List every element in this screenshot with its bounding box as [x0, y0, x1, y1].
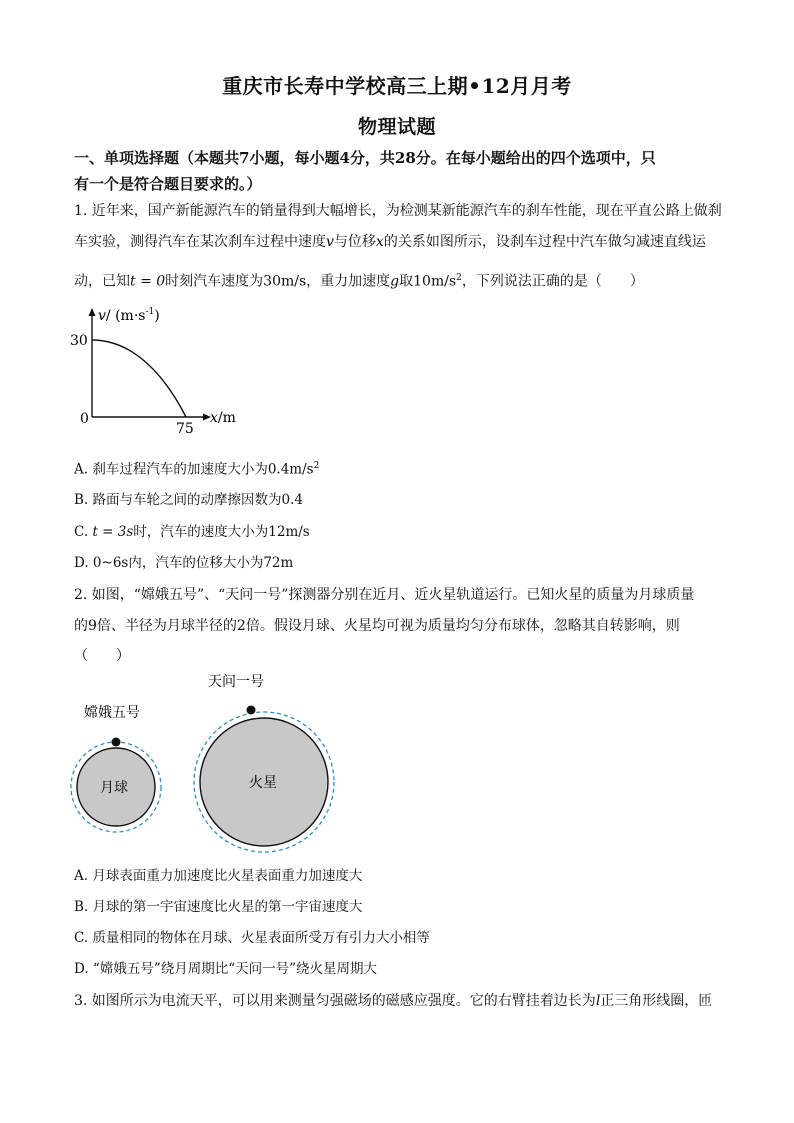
- option-exponent: 2: [313, 461, 320, 471]
- q1-option-b[interactable]: B. 路面与车轮之间的动摩擦因数为0.4: [74, 492, 303, 508]
- probe-tianwen-1-label: 天问一号: [208, 674, 264, 690]
- q2-option-d[interactable]: D. “嫦娥五号”绕月周期比“天问一号”绕火星周期大: [74, 961, 378, 977]
- origin-label: 0: [80, 411, 89, 427]
- y-axis-arrow: [89, 308, 96, 316]
- section-heading-line2: 有一个是符合题目要求的。）: [74, 175, 262, 193]
- var-t: t = 3s: [92, 524, 134, 540]
- q1-option-d[interactable]: D. 0~6s内，汽车的位移大小为72m: [74, 555, 294, 571]
- option-text: 时，汽车的速度大小为12m/s: [133, 524, 310, 540]
- q2-orbit-figure: [60, 668, 380, 858]
- q2-option-c[interactable]: C. 质量相同的物体在月球、火星表面所受万有引力大小相等: [74, 930, 430, 946]
- q1-line2: [74, 232, 724, 252]
- q1-option-c[interactable]: [74, 522, 310, 542]
- q3-line1: [74, 991, 724, 1011]
- q3-text: 3. 如图所示为电流天平，可以用来测量匀强磁场的磁感应强度。它的右臂挂着边长为: [74, 993, 596, 1009]
- mars-label: 火星: [249, 775, 277, 791]
- q1-velocity-displacement-graph: [60, 300, 260, 440]
- q1-line3: [74, 268, 724, 292]
- probe-chang-e-5-label: 嫦娥五号: [84, 705, 140, 721]
- exam-title: 重庆市长寿中学校高三上期•12月月考: [222, 74, 572, 98]
- q1-text: 动，已知: [74, 273, 130, 290]
- exam-subtitle: 物理试题: [357, 116, 436, 138]
- gravity-value: 10m/s: [413, 273, 457, 290]
- q2-option-b[interactable]: B. 月球的第一宇宙速度比火星的第一宇宙速度大: [74, 899, 363, 915]
- q1-text: 与位移: [333, 234, 376, 250]
- q2-line1: 2. 如图，“嫦娥五号”、“天问一号”探测器分别在近月、近火星轨道运行。已知火星的质量为月球质量: [74, 587, 695, 603]
- q1-text: ，下列说法正确的是（ ）: [461, 273, 644, 290]
- var-t: t = 0: [130, 273, 166, 290]
- section-heading-line1: 一、单项选择题（本题共7小题，每小题4分，共28分。在每小题给出的四个选项中，只: [74, 149, 656, 167]
- q2-option-a[interactable]: A. 月球表面重力加速度比火星表面重力加速度大: [74, 868, 363, 884]
- option-text: C.: [74, 524, 93, 540]
- q2-line2: 的9倍、半径为月球半径的2倍。假设月球、火星均可视为质量均匀分布球体，忽略其自转影响，则: [74, 618, 680, 634]
- q1-text: 车实验，测得汽车在某次刹车过程中速度: [74, 234, 326, 250]
- var-g: g: [390, 273, 400, 290]
- var-x: x: [375, 234, 384, 250]
- q1-text: 取: [399, 273, 414, 290]
- probe-chang-e-5: [112, 738, 121, 747]
- q1-line1: 1. 近年来，国产新能源汽车的销量得到大幅增长，为检测某新能源汽车的刹车性能，现在平直公路上做刹: [74, 203, 722, 219]
- x-tick-75: 75: [176, 421, 194, 437]
- q1-option-a[interactable]: [74, 456, 319, 480]
- var-l: l: [595, 993, 601, 1009]
- q1-text: 的关系如图所示，设刹车过程中汽车做匀减速直线运: [383, 234, 706, 250]
- var-v: v: [326, 234, 334, 250]
- q1-text: 时刻汽车速度为30m/s，重力加速度: [165, 273, 391, 290]
- q3-text: 正三角形线圈，匝: [600, 993, 713, 1009]
- gravity-exponent: 2: [456, 273, 462, 283]
- probe-tianwen-1: [247, 706, 256, 715]
- option-text: A. 刹车过程汽车的加速度大小为0.4m/s: [74, 461, 314, 478]
- moon-label: 月球: [100, 780, 128, 796]
- x-axis-label: x/m: [210, 410, 236, 426]
- q2-line3: （ ）: [74, 648, 130, 664]
- y-axis-label: v/ $(m\cdot s^{-1})$: [98, 307, 160, 324]
- velocity-curve: [92, 340, 186, 417]
- y-tick-30: 30: [70, 333, 88, 349]
